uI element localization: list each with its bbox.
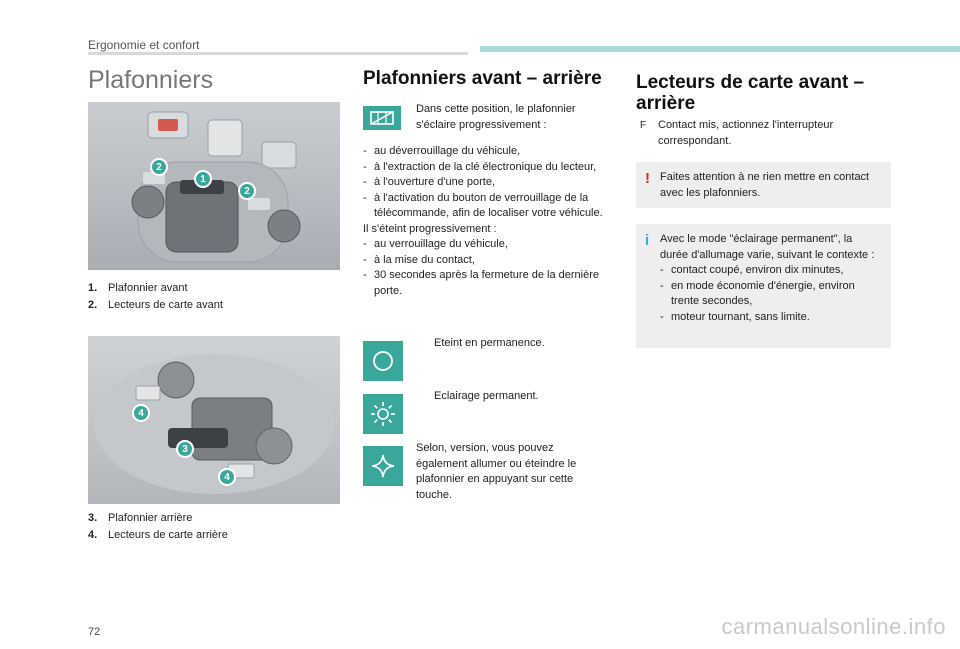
instruction-marker: F: [640, 120, 647, 131]
section-heading: Lecteurs de carte avant – arrière: [636, 72, 865, 114]
list-item: - contact coupé, environ dix minutes,: [660, 264, 844, 276]
on-conditions-list: [363, 144, 607, 299]
caption-group-rear: [88, 510, 228, 544]
list-item: - à la mise du contact,: [363, 253, 475, 266]
door-mode-text: Dans cette position, le plafonnier s'éclaire progressivement :: [416, 103, 576, 131]
callout-badge: 2: [238, 182, 256, 200]
touch-toggle-icon: [363, 446, 403, 486]
list-item: - en mode économie d'énergie, environ trente secondes,: [660, 279, 855, 307]
caption-number: 1.: [88, 282, 98, 294]
front-ceiling-light-photo: [88, 102, 340, 270]
section-heading: Plafonniers avant – arrière: [363, 68, 602, 89]
front-ceiling-light-illustration: [88, 102, 340, 270]
off-intro: Il s'éteint progressivement :: [363, 222, 497, 235]
header-divider: [88, 52, 468, 55]
header-accent-bar: [480, 46, 960, 52]
list-item: - au verrouillage du véhicule,: [363, 238, 508, 250]
caption-number: 2.: [88, 299, 98, 311]
rear-ceiling-light-photo: [88, 336, 340, 504]
caption-label: Lecteurs de carte avant: [108, 299, 223, 311]
section-header: Ergonomie et confort: [88, 38, 200, 52]
info-icon: i: [645, 232, 650, 249]
page-number: 72: [88, 626, 101, 638]
list-item: - à l'activation du bouton de verrouillage de la télécommande, afin de localiser votre véhicule.: [363, 191, 603, 219]
callout-badge: 3: [176, 440, 194, 458]
warning-text: Faites attention à ne rien mettre en contact avec les plafonniers.: [660, 171, 870, 199]
warning-icon: !: [645, 170, 650, 187]
caption-number: 4.: [88, 529, 98, 541]
callout-badge: 1: [194, 170, 212, 188]
caption-group-front: [88, 280, 223, 314]
instruction-text: Contact mis, actionnez l'interrupteur correspondant.: [658, 119, 834, 147]
info-intro: Avec le mode "éclairage permanent", la durée d'allumage varie, suivant le contexte :: [660, 233, 875, 261]
caption-label: Plafonnier arrière: [108, 512, 193, 524]
list-item: - au déverrouillage du véhicule,: [363, 145, 521, 157]
callout-badge: 4: [132, 404, 150, 422]
off-mode-icon: [363, 341, 403, 381]
callout-badge: 4: [218, 468, 236, 486]
watermark: carmanualsonline.info: [721, 614, 946, 639]
caption-label: Plafonnier avant: [108, 282, 188, 294]
off-mode-text: Eteint en permanence.: [434, 337, 545, 349]
list-item: - à l'extraction de la clé électronique du lecteur,: [363, 160, 597, 173]
permanent-light-icon: [363, 394, 403, 434]
page-title: Plafonniers: [88, 66, 214, 94]
caption-label: Lecteurs de carte arrière: [108, 529, 228, 541]
list-item: - 30 secondes après la fermeture de la dernière porte.: [363, 269, 600, 297]
list-item: - moteur tournant, sans limite.: [660, 310, 810, 323]
list-item: - à l'ouverture d'une porte,: [363, 176, 495, 188]
caption-number: 3.: [88, 512, 98, 524]
instruction-step: [640, 118, 890, 149]
warning-note: [636, 162, 891, 208]
rear-ceiling-light-illustration: [88, 336, 340, 504]
door-mode-icon: [363, 106, 401, 130]
permanent-light-text: Eclairage permanent.: [434, 390, 539, 402]
touch-toggle-text: Selon, version, vous pouvez également allumer ou éteindre le plafonnier en appuyant sur cette touche.: [416, 442, 577, 501]
callout-badge: 2: [150, 158, 168, 176]
info-note: [636, 224, 891, 348]
